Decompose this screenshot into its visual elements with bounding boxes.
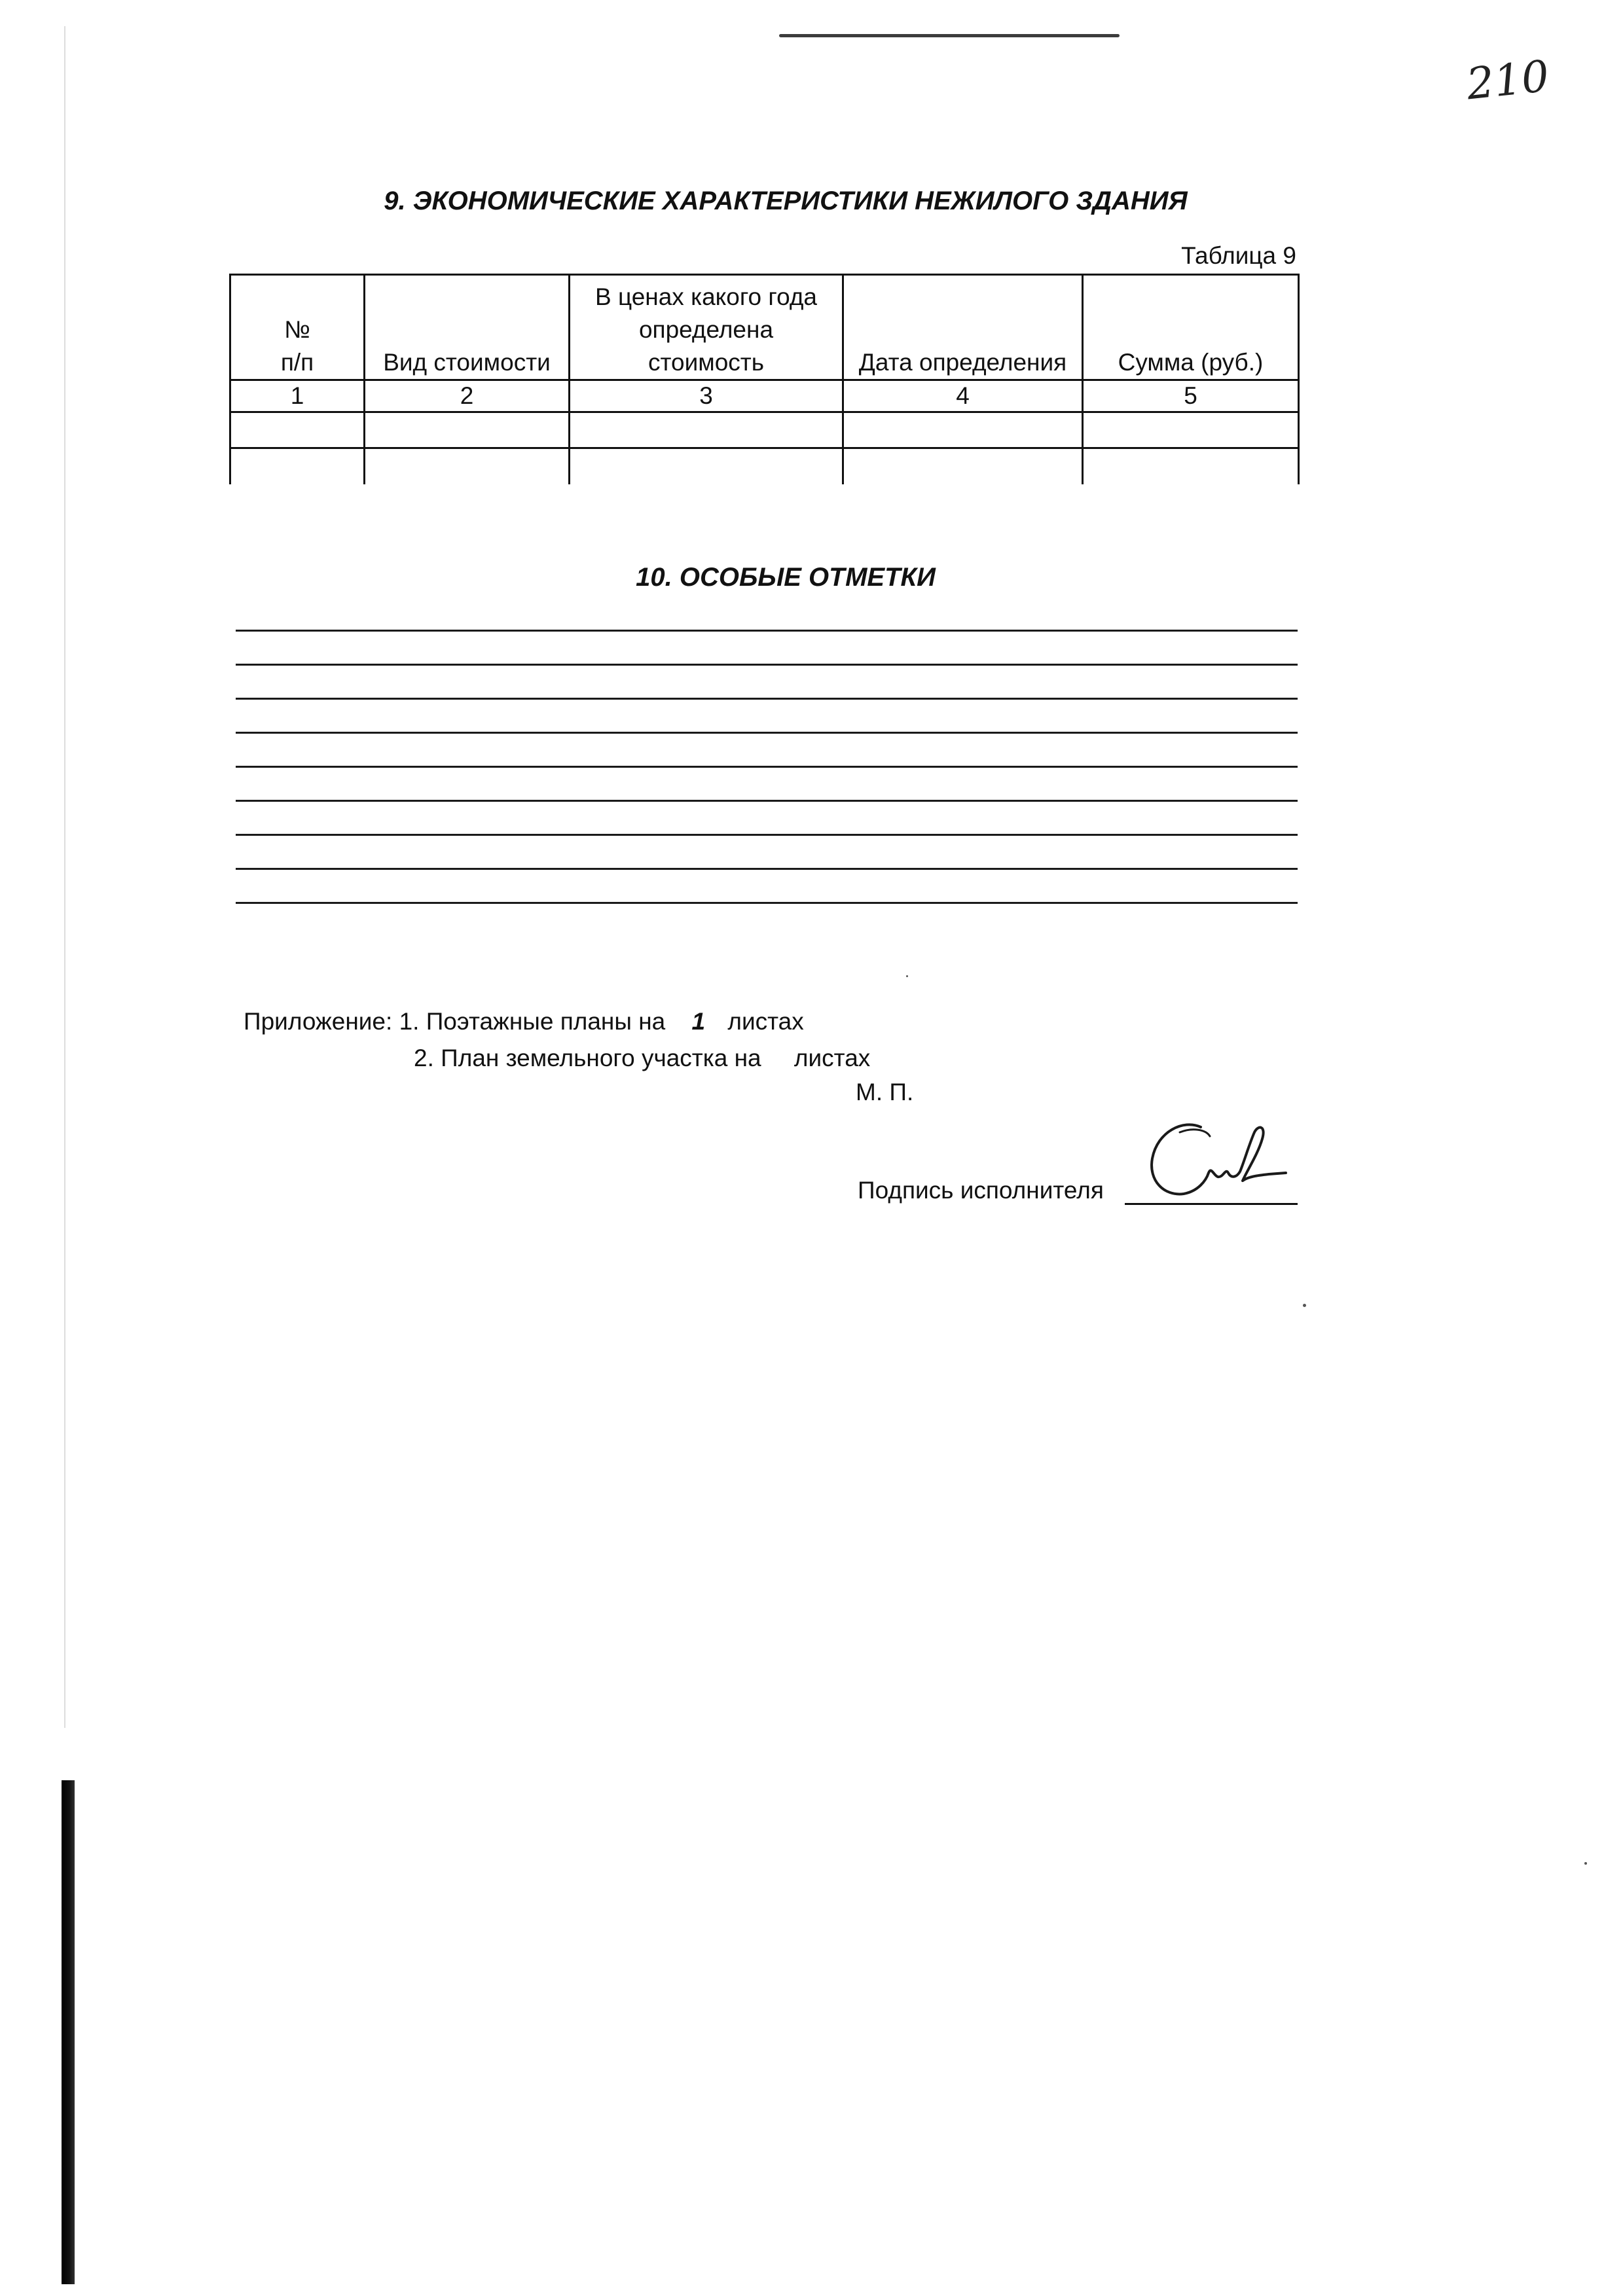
appendix-item-2-text: 2. План земельного участка на: [414, 1045, 761, 1071]
column-number: 1: [230, 380, 365, 412]
table-cell: [570, 412, 843, 448]
stamp-place: М. П.: [856, 1079, 914, 1105]
table-cell: [230, 412, 365, 448]
scan-speck: [1303, 1304, 1306, 1307]
table-cell: [365, 412, 570, 448]
appendix-line-2: [414, 1045, 870, 1072]
table-cell: [365, 448, 570, 485]
economic-characteristics-table: [229, 274, 1300, 484]
notes-line: [236, 902, 1298, 904]
table-header-row: [230, 275, 1299, 380]
appendix-label: Приложение:: [244, 1008, 393, 1035]
section-10-title: 10. ОСОБЫЕ ОТМЕТКИ: [636, 563, 936, 592]
notes-line: [236, 800, 1298, 802]
scan-edge-line: [64, 26, 65, 1728]
scan-artifact-top-rule: [779, 34, 1120, 37]
table-cell: [843, 412, 1083, 448]
scan-speck: [1584, 1862, 1587, 1865]
scan-edge-shadow: [62, 1780, 75, 2284]
table-cell: [230, 448, 365, 485]
signature-label: Подпись исполнителя: [858, 1177, 1104, 1204]
header-amount: Сумма (руб.): [1083, 275, 1299, 380]
table-cell: [1083, 448, 1299, 485]
appendix-item-1-suffix: листах: [727, 1008, 804, 1035]
column-numbers-row: [230, 380, 1299, 412]
appendix-line-1: [244, 1008, 804, 1035]
handwritten-signature: [1138, 1113, 1288, 1211]
appendix-item-1-text: 1. Поэтажные планы на: [399, 1008, 666, 1035]
table-row: [230, 412, 1299, 448]
notes-line: [236, 766, 1298, 768]
column-number: 2: [365, 380, 570, 412]
notes-line: [236, 834, 1298, 836]
header-price-year: В ценах какого года определена стоимость: [570, 275, 843, 380]
table-row: [230, 448, 1299, 485]
appendix-item-2-suffix: листах: [793, 1045, 871, 1071]
column-number: 4: [843, 380, 1083, 412]
table-cell: [570, 448, 843, 485]
notes-line: [236, 868, 1298, 870]
column-number: 5: [1083, 380, 1299, 412]
notes-line: [236, 664, 1298, 666]
header-row-number: № п/п: [230, 275, 365, 380]
table-cell: [843, 448, 1083, 485]
table-caption: Таблица 9: [1181, 242, 1296, 269]
appendix-item-1-count: 1: [691, 1008, 706, 1035]
notes-line: [236, 732, 1298, 734]
header-determination-date: Дата определения: [843, 275, 1083, 380]
header-cost-type: Вид стоимости: [365, 275, 570, 380]
column-number: 3: [570, 380, 843, 412]
notes-line: [236, 698, 1298, 700]
scan-speck: [906, 975, 908, 977]
table-cell: [1083, 412, 1299, 448]
page-number: 210: [1464, 50, 1552, 110]
section-9-title: 9. ЭКОНОМИЧЕСКИЕ ХАРАКТЕРИСТИКИ НЕЖИЛОГО ЗДАНИЯ: [384, 187, 1188, 215]
notes-line: [236, 630, 1298, 632]
